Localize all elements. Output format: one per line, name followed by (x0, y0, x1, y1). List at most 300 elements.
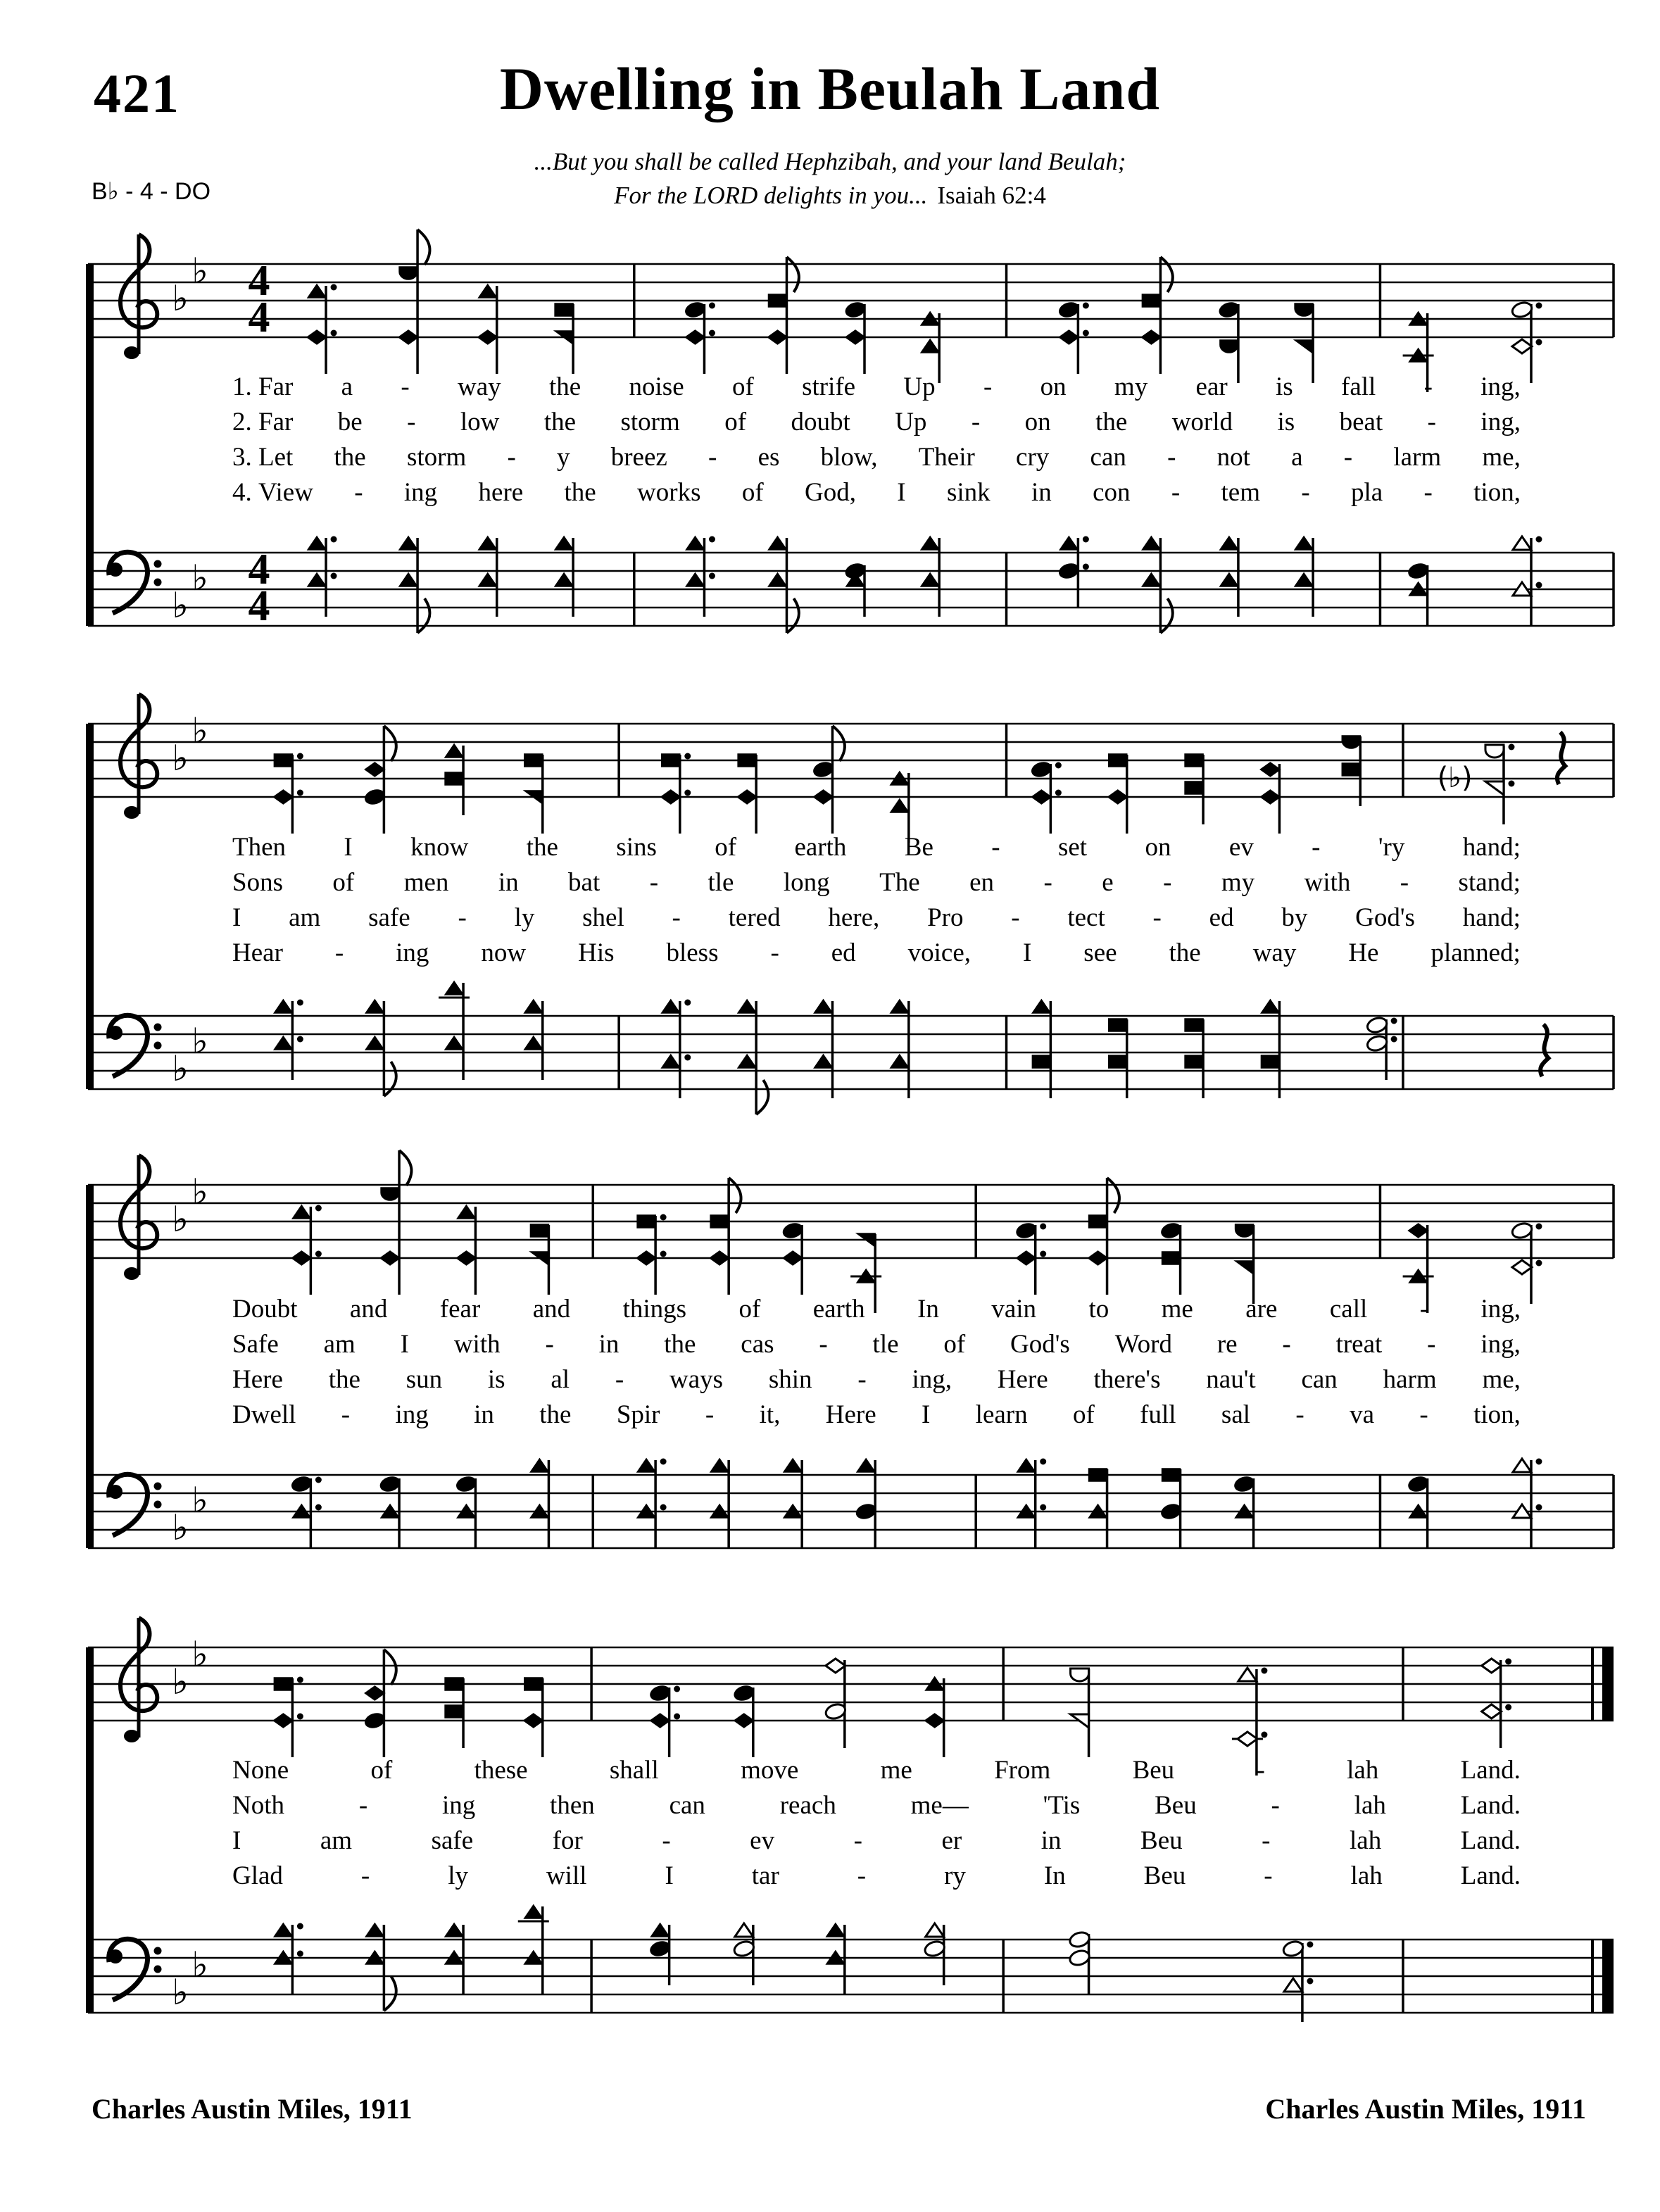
lyric-syllable: - (662, 1826, 671, 1855)
lyric-syllable: Dwell (232, 1400, 296, 1429)
note-head-fa (555, 331, 573, 344)
lyric-syllable: Their (918, 443, 975, 472)
lyric-syllable: full (1140, 1400, 1176, 1429)
note-head-dia (478, 330, 498, 344)
note-head-tri (1089, 1504, 1107, 1518)
note-head-tri (826, 1923, 845, 1937)
lyric-syllable: beat (1339, 408, 1383, 436)
note-head-sq (1089, 1469, 1107, 1481)
lyric-syllable: long (783, 868, 830, 897)
bass-clef-icon (109, 1015, 148, 1076)
lyric-syllable: - (1264, 1861, 1273, 1890)
lyric-syllable: - (507, 443, 516, 472)
augmentation-dot (1083, 330, 1089, 337)
note-head-tri (1409, 348, 1428, 362)
lyric-syllable: 3. Let (232, 443, 294, 472)
lyric-syllable: 4. View (232, 478, 313, 507)
lyric-syllable: ing (395, 1400, 429, 1429)
note-head-dia (1141, 330, 1161, 344)
lyric-syllable: - (1262, 1826, 1271, 1855)
lyric-syllable: tect (1067, 903, 1105, 932)
note-head-tri (1513, 1459, 1531, 1472)
lyric-syllable: can (1301, 1365, 1338, 1394)
eighth-flag (1160, 257, 1172, 292)
bass-clef-icon (154, 1042, 162, 1050)
note-head-dia (1059, 330, 1079, 344)
note-head-dia (1482, 1704, 1502, 1718)
lyric-syllable: the (334, 443, 366, 472)
note-head-dia (1482, 1659, 1502, 1673)
lyric-syllable: His (578, 938, 615, 967)
lyric-syllable: ing (403, 478, 438, 507)
note-head-tri (891, 799, 909, 812)
augmentation-dot (660, 1214, 667, 1221)
lyric-syllable: the (539, 1400, 572, 1429)
note-head-fa (1071, 1714, 1089, 1728)
lyric-syllable: of (943, 1330, 966, 1359)
lyric-syllable: works (637, 478, 701, 507)
bass-clef-icon (154, 1024, 162, 1031)
lyric-syllable: a (341, 372, 353, 401)
lyric-syllable: ly (514, 903, 535, 932)
time-signature: 4 (248, 582, 270, 630)
lyric-line (232, 1364, 1521, 1400)
key-flat-icon: ♭ (191, 1171, 208, 1212)
lyric-syllable: the (564, 478, 596, 507)
note-head-dia (1260, 790, 1280, 804)
augmentation-dot (684, 1055, 691, 1061)
lyric-syllable: blow, (820, 443, 878, 472)
lyric-syllable: - (649, 868, 659, 897)
bass-clef-icon (108, 563, 122, 577)
lyric-syllable: - (1423, 478, 1433, 507)
note-head-tri (637, 1459, 655, 1472)
lyric-syllable: I (232, 1826, 241, 1855)
time-signature: 4 (248, 294, 270, 341)
lyric-syllable: ry (944, 1861, 966, 1890)
note-head-sq (274, 754, 292, 767)
lyric-syllable: see (1083, 938, 1117, 967)
augmentation-dot (1055, 762, 1062, 769)
augmentation-dot (1083, 536, 1089, 543)
note-head-dia (1017, 1251, 1036, 1265)
lyric-syllable: the (664, 1330, 696, 1359)
note-head-dia (524, 1714, 543, 1728)
eighth-flag (729, 1178, 741, 1213)
lyric-syllable: in (598, 1330, 620, 1359)
note-head-tri (1284, 1978, 1302, 1992)
bass-clef-icon (154, 560, 162, 568)
note-head-tri (1017, 1459, 1036, 1472)
note-head-oval (363, 1711, 386, 1730)
note-head-tri (1032, 1000, 1050, 1013)
lyric-syllable: of (738, 1295, 761, 1324)
lyric-syllable: shin (768, 1365, 812, 1394)
lyric-syllable: be (337, 408, 363, 436)
lyric-syllable: with (1304, 868, 1351, 897)
lyric-syllable: Sons (232, 868, 283, 897)
bass-clef-icon (109, 552, 148, 613)
lyric-syllable: fear (439, 1295, 481, 1324)
note-head-sq (1162, 1469, 1181, 1481)
lyric-syllable: I (665, 1861, 674, 1890)
lyric-syllable: Word (1114, 1330, 1172, 1359)
note-head-dia (456, 1251, 476, 1265)
bass-clef-icon (154, 1483, 162, 1490)
note-head-tri (921, 312, 939, 325)
note-head-oval (363, 788, 386, 807)
lyric-syllable: - (1043, 868, 1052, 897)
lyric-syllable: pla (1350, 478, 1383, 507)
time-signature: 4 (248, 546, 270, 593)
treble-clef-icon (139, 234, 149, 263)
lyric-syllable: shel (582, 903, 624, 932)
augmentation-dot (1505, 1704, 1511, 1711)
note-head-oval (1218, 301, 1241, 320)
lyric-syllable: - (360, 1861, 370, 1890)
lyric-syllable: Beu (1143, 1861, 1186, 1890)
lyric-syllable: er (941, 1826, 962, 1855)
lyric-syllable: of (731, 372, 754, 401)
note-head-oval (855, 1502, 878, 1521)
note-head-tri (768, 536, 786, 550)
note-head-tri (846, 573, 864, 586)
note-head-tri (445, 1036, 463, 1050)
lyric-syllable: - (853, 1826, 862, 1855)
note-head-oval (455, 1475, 478, 1494)
lyric-syllable: by (1281, 903, 1308, 932)
lyric-syllable: ways (669, 1365, 724, 1394)
lyric-syllable: am (320, 1826, 353, 1855)
augmentation-dot (1261, 1668, 1267, 1674)
lyric-syllable: shall (609, 1756, 659, 1785)
lyric-syllable: men (403, 868, 449, 897)
note-head-sq (1109, 754, 1127, 767)
lyric-syllable: Beu (1140, 1826, 1183, 1855)
augmentation-dot (1040, 1504, 1046, 1511)
augmentation-dot (1535, 1224, 1542, 1230)
lyric-line (232, 867, 1521, 903)
note-head-oval (684, 301, 707, 320)
note-head-tri (891, 772, 909, 785)
note-head-fa (1295, 340, 1313, 353)
note-head-dia (826, 1659, 845, 1673)
quarter-rest (1557, 732, 1565, 784)
note-head-cup (1071, 1669, 1089, 1681)
lyric-syllable: Pro (927, 903, 964, 932)
note-head-tri (1142, 536, 1160, 550)
note-head-tri (637, 1504, 655, 1518)
lyric-syllable: there's (1093, 1365, 1161, 1394)
lyric-syllable: In (1043, 1861, 1066, 1890)
note-head-sq (738, 754, 756, 767)
augmentation-dot (297, 790, 303, 796)
lyric-line (232, 442, 1521, 477)
note-head-cup (399, 267, 417, 279)
key-flat-icon: ♭ (172, 278, 189, 319)
note-head-tri (274, 1951, 292, 1964)
note-head-tri (891, 1055, 909, 1068)
note-head-tri (292, 1504, 310, 1518)
lyric-syllable: treat (1335, 1330, 1383, 1359)
bass-clef-icon (154, 1947, 162, 1955)
note-head-cup (1295, 303, 1313, 316)
composer-credit-left: Charles Austin Miles, 1911 (92, 2093, 413, 2125)
note-head-sq (555, 303, 573, 316)
augmentation-dot (1040, 1459, 1046, 1465)
note-head-tri (891, 1000, 909, 1013)
lyric-syllable: sins (616, 833, 657, 862)
note-head-oval (1366, 1016, 1389, 1035)
note-head-cup (381, 1188, 399, 1200)
hymn-number: 421 (94, 63, 180, 124)
system-brace-system-3 (86, 1185, 94, 1548)
quarter-rest (1540, 1024, 1548, 1076)
augmentation-dot (1535, 1459, 1542, 1465)
lyric-syllable: Safe (232, 1330, 279, 1359)
note-head-tri (445, 1951, 463, 1964)
lyric-syllable: on (1145, 833, 1171, 862)
lyric-syllable: God's (1355, 903, 1415, 932)
note-head-tri (1220, 536, 1238, 550)
note-head-tri (365, 1923, 384, 1937)
augmentation-dot (1535, 536, 1542, 543)
lyric-syllable: ing, (912, 1365, 952, 1394)
augmentation-dot (1535, 303, 1542, 309)
lyric-syllable: stand; (1458, 868, 1521, 897)
lyric-syllable: nau't (1206, 1365, 1256, 1394)
augmentation-dot (1307, 1978, 1313, 1985)
note-head-sq (445, 772, 463, 785)
lyric-syllable: on (1040, 372, 1067, 401)
note-head-sq (1109, 1055, 1127, 1068)
key-flat-icon: ♭ (191, 1021, 208, 1062)
eighth-flag (786, 598, 798, 633)
lyric-line (232, 372, 1521, 407)
eighth-flag (1160, 598, 1172, 633)
lyric-syllable: bless (666, 938, 719, 967)
bass-clef-icon (154, 1966, 162, 1973)
lyric-line (232, 1400, 1521, 1435)
note-head-sq (524, 1678, 543, 1690)
eighth-flag (384, 1649, 396, 1685)
note-head-sq (768, 294, 786, 307)
lyric-syllable: bat (568, 868, 601, 897)
lyric-syllable: the (328, 1365, 360, 1394)
note-head-tri (926, 1923, 944, 1937)
lyric-syllable: tle (708, 868, 734, 897)
lyric-syllable: and (532, 1295, 571, 1324)
note-head-dia (1260, 762, 1280, 777)
lyric-syllable: a (1291, 443, 1303, 472)
augmentation-dot (1083, 564, 1089, 570)
lyric-syllable: in (474, 1400, 494, 1429)
lyric-syllable: - (1419, 1400, 1428, 1429)
eighth-flag (399, 1150, 411, 1186)
augmentation-dot (1040, 1251, 1046, 1257)
note-head-oval (733, 1940, 756, 1959)
lyric-syllable: and (349, 1295, 388, 1324)
note-head-tri (399, 536, 417, 550)
note-head-sq (1185, 1055, 1203, 1068)
note-head-fa (1235, 1261, 1254, 1274)
note-head-tri (1409, 312, 1428, 325)
lyric-syllable: - (1400, 868, 1409, 897)
note-head-oval (1407, 1475, 1430, 1494)
note-head-tri (524, 1905, 543, 1918)
note-head-dia (1512, 339, 1532, 353)
lyric-syllable: the (543, 408, 577, 436)
note-head-tri (524, 1036, 543, 1050)
note-head-sq (1032, 1055, 1050, 1068)
lyric-syllable: lah (1347, 1756, 1379, 1785)
lyric-syllable: not (1216, 443, 1250, 472)
note-head-oval (1366, 1034, 1389, 1053)
note-head-tri (710, 1504, 729, 1518)
note-head-tri (826, 1951, 845, 1964)
note-head-tri (457, 1205, 475, 1219)
note-head-tri (857, 1459, 875, 1472)
lyrics-system-3 (232, 1294, 1521, 1435)
lyric-syllable: ing, (1480, 372, 1521, 401)
lyric-syllable: hand; (1462, 903, 1521, 932)
lyric-syllable: here (478, 478, 524, 507)
lyric-syllable: 2. Far (232, 408, 294, 436)
lyric-syllable: sink (946, 478, 991, 507)
lyric-line (232, 407, 1521, 442)
augmentation-dot (1391, 1036, 1397, 1043)
augmentation-dot (1261, 1732, 1267, 1738)
eighth-flag (384, 1976, 396, 2011)
composer-credit-right: Charles Austin Miles, 1911 (1265, 2093, 1586, 2125)
lyric-syllable: - (770, 938, 779, 967)
lyric-syllable: me, (1482, 1365, 1521, 1394)
lyric-syllable: - (1167, 443, 1176, 472)
lyric-syllable: doubt (791, 408, 850, 436)
lyric-syllable: ing, (1480, 1330, 1521, 1359)
note-head-oval (1068, 1930, 1091, 1949)
lyric-syllable: ev (1228, 833, 1254, 862)
lyric-syllable: - (1427, 408, 1436, 436)
note-head-oval (733, 1684, 756, 1703)
treble-clef-icon (124, 346, 139, 359)
note-head-dia (1031, 790, 1051, 804)
key-flat-icon: ♭ (191, 251, 208, 291)
note-head-dia (845, 330, 865, 344)
lyric-syllable: - (857, 1365, 867, 1394)
key-flat-icon: ♭ (172, 738, 189, 779)
note-head-tri (1513, 536, 1531, 550)
lyric-syllable: safe (431, 1826, 474, 1855)
bass-clef-icon (109, 1474, 148, 1535)
lyric-syllable: The (879, 868, 920, 897)
lyric-syllable: I (1023, 938, 1032, 967)
lyric-syllable: - (1282, 1330, 1291, 1359)
note-head-tri (814, 1000, 832, 1013)
lyric-syllable: Land. (1460, 1861, 1521, 1890)
augmentation-dot (1083, 303, 1089, 309)
note-head-tri (1235, 1504, 1254, 1518)
lyric-syllable: it, (759, 1400, 781, 1429)
lyric-syllable: - (1256, 1756, 1265, 1785)
augmentation-dot (297, 1923, 303, 1930)
key-flat-icon: ♭ (191, 558, 208, 598)
note-head-dia (734, 1714, 754, 1728)
lyric-syllable: I (897, 478, 906, 507)
note-head-tri (686, 536, 704, 550)
note-head-sq (445, 1678, 463, 1690)
lyric-syllable: He (1348, 938, 1379, 967)
augmentation-dot (1535, 1260, 1542, 1267)
key-flat-icon: ♭ (172, 1661, 189, 1702)
augmentation-dot (1040, 1224, 1046, 1230)
system-brace-system-2 (86, 724, 94, 1089)
note-head-oval (1057, 301, 1081, 320)
note-head-tri (738, 1055, 756, 1068)
augmentation-dot (1535, 582, 1542, 589)
note-head-oval (844, 301, 867, 320)
augmentation-dot (684, 790, 691, 796)
lyric-syllable: of (370, 1756, 393, 1785)
treble-clef-icon (124, 1267, 139, 1280)
note-head-tri (524, 1000, 543, 1013)
lyric-syllable: to (1088, 1295, 1109, 1324)
lyric-syllable: - (705, 1400, 715, 1429)
lyric-syllable: my (1114, 372, 1148, 401)
eighth-flag (417, 598, 429, 633)
note-head-dia (398, 330, 418, 344)
note-head-tri (686, 573, 704, 586)
key-flat-icon: ♭ (172, 1048, 189, 1089)
lyric-syllable: I (400, 1330, 409, 1359)
lyric-syllable: - (1271, 1791, 1280, 1820)
lyric-line (232, 903, 1521, 938)
note-head-tri (445, 981, 463, 995)
augmentation-dot (297, 1036, 303, 1043)
augmentation-dot (1535, 1504, 1542, 1511)
bass-clef-icon (154, 1501, 162, 1509)
lyric-syllable: me (880, 1756, 912, 1785)
note-head-sq (1162, 1252, 1181, 1264)
note-head-oval (1068, 1949, 1091, 1968)
lyrics-system-2 (232, 832, 1521, 973)
note-head-tri (479, 573, 497, 586)
augmentation-dot (297, 1000, 303, 1006)
note-head-tri (814, 1055, 832, 1068)
note-head-tri (1220, 573, 1238, 586)
note-head-cup (1485, 745, 1504, 758)
lyric-syllable: ing (441, 1791, 476, 1820)
lyric-syllable: of (724, 408, 747, 436)
lyric-syllable: move (741, 1756, 799, 1785)
note-head-dia (1409, 1224, 1428, 1238)
bass-clef-icon (108, 1485, 122, 1499)
note-head-sq (1185, 754, 1203, 767)
lyric-syllable: None (232, 1756, 289, 1785)
note-head-oval (1282, 1940, 1305, 1959)
note-head-oval (781, 1221, 805, 1240)
lyric-syllable: - (1301, 478, 1310, 507)
final-barline (1602, 1647, 1614, 1721)
note-head-tri (1017, 1504, 1036, 1518)
note-head-tri (784, 1504, 802, 1518)
note-head-dia (650, 1714, 670, 1728)
lyric-syllable: Spir (616, 1400, 660, 1429)
treble-clef-icon (120, 722, 157, 787)
lyric-syllable: here, (828, 903, 880, 932)
lyric-syllable: strife (802, 372, 856, 401)
lyrics-system-1 (232, 372, 1521, 513)
